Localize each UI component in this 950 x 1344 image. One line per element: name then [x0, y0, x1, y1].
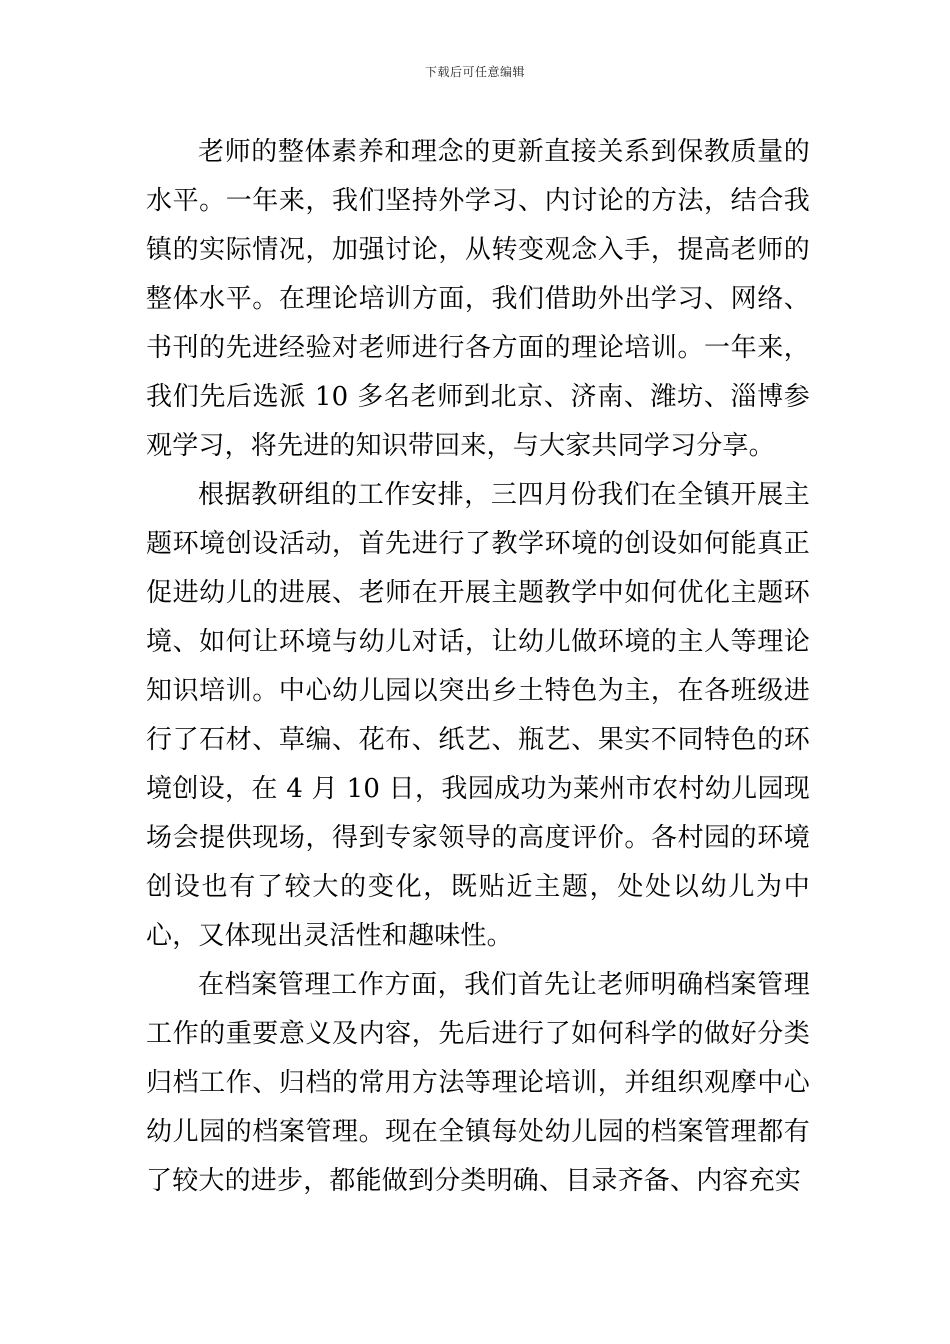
paragraph-teacher-training: 老师的整体素养和理念的更新直接关系到保教质量的水平。一年来，我们坚持外学习、内讨论的方法，结合我镇的实际情况，加强讨论，从转变观念入手，提高老师的整体水平。在理论培训方面，我们借助外出学习、网络、书刊的先进经验对老师进行各方面的理论培训。一年来，我们先后选派 10 多名老师到北京、济南、潍坊、淄博参观学习，将先进的知识带回来，与大家共同学习分享。	[146, 137, 810, 461]
page-header: 下载后可任意编辑	[424, 65, 525, 79]
document-body	[146, 128, 810, 1206]
paragraph-environment-creation: 根据教研组的工作安排，三四月份我们在全镇开展主题环境创设活动，首先进行了教学环境的创设如何能真正促进幼儿的进展、老师在开展主题教学中如何优化主题环境、如何让环境与幼儿对话，让幼儿做环境的主人等理论知识培训。中心幼儿园以突出乡土特色为主，在各班级进行了石材、草编、花布、纸艺、瓶艺、果实不同特色的环境创设，在 4 月 10 日，我园成功为莱州市农村幼儿园现场会提供现场，得到专家领导的高度评价。各村园的环境创设也有了较大的变化，既贴近主题，处处以幼儿为中心，又体现出灵活性和趣味性。	[146, 480, 810, 951]
paragraph-archive-management: 在档案管理工作方面，我们首先让老师明确档案管理工作的重要意义及内容，先后进行了如何科学的做好分类归档工作、归档的常用方法等理论培训，并组织观摩中心幼儿园的档案管理。现在全镇每处幼儿园的档案管理都有了较大的进步，都能做到分类明确、目录齐备、内容充实	[146, 970, 810, 1196]
